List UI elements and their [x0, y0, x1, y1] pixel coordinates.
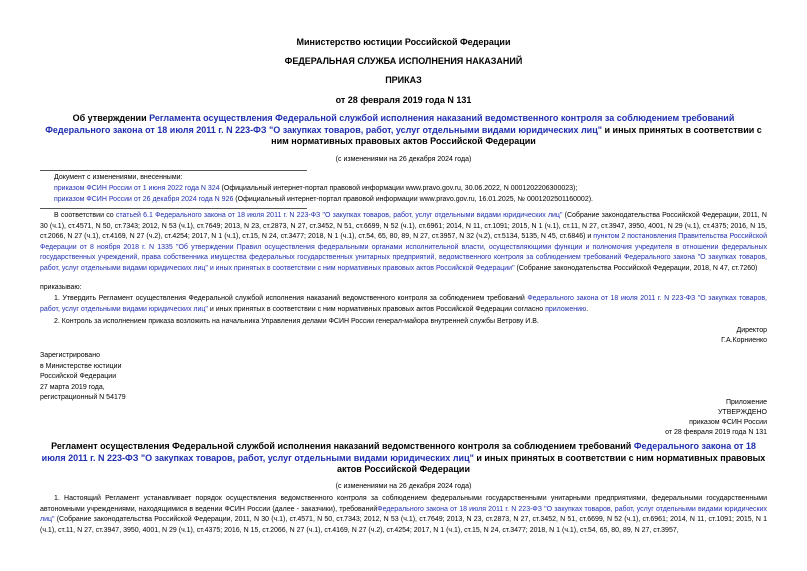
divider-1 [40, 170, 307, 171]
amendment-2 [54, 196, 593, 203]
amendments-intro: Документ с изменениями, внесенными: [54, 174, 183, 181]
document-title [40, 113, 767, 148]
preamble-text-3: (Собрание законодательства Российской Федерации, 2018, N 47, ст.7260) [514, 264, 758, 272]
amendment-1 [54, 185, 577, 192]
body-text-2: (Собрание законодательства Российской Федерации, 2011, N 30 (ч.1), ст.4571, N 50, ст.7343; 2012, N 53 (ч.1), ст.7649; 2013, N 23, ст.2873, N 27, ст.3452, N 51, ст.6699, N 52 (ч.1), ст.6961; 2014, N 11, ст.1091; 2015, N 1 (ч.1), ст.11, N 27, ст.3947, 3950, 4001, N 29 (ч.1), ст.4375; 2016, N 15, ст.2066, N 27 (ч.1), ст.4169, N 27 (ч.2), ст.4254; 2017, N 1 (ч.1), ст.15, N 24, ст.3477; 2018, N 1 (ч.1), ст.54, 65, 80, 89, N 27, ст.3957, [40, 516, 767, 534]
ministry-name: Министерство юстиции Российской Федерации [296, 37, 511, 47]
registration-block [40, 351, 126, 404]
item-1-appendix-link[interactable]: приложению [545, 305, 587, 313]
preamble-text-2: (Собрание законодательства Российской Федерации, 2011, N 30 (ч.1), ст.4571, N 50, ст.7343; 2012, N 53 (ч.1), ст.7649; 2013, N 23, ст.2873, N 27, ст.3452, N 51, ст.6699, N 52 (ч.1), ст.6961; 2014, N 11, ст.1091; 2015, N 1 (ч.1), ст.11, N 27, ст.3947, 3950, 4001, N 29 (ч.1), ст.4375; 2016, N 15, ст.2066, N 27 (ч.1), ст.4169, N 27 (ч.2), ст.4254; 2017, N 1 (ч.1), ст.15, N 24, ст.3477; 2018, N 1 (ч.1), ст.54, 65, 80, 89, N 27, ст.3957, N 32 (ч.2), ст.5134, 5135, N 45, ст.6846) и [40, 212, 767, 240]
body-text-1: 1. Настоящий Регламент устанавливает порядок осуществления ведомственного контроля за соблюдением федеральными государственными унитарными предприятиями, федеральными государственными автономными учреждениями, находящимися в ведении ФСИН России (далее - заказчики), требований [40, 495, 767, 513]
regulation-paragraph-1 [40, 494, 767, 536]
order-word: приказываю: [40, 284, 82, 291]
preamble [40, 211, 767, 274]
preamble-link-1[interactable]: статьей 6.1 Федерального закона от 18 июля 2011 г. N 223-ФЗ "О закупках товаров, работ, услуг отдельными видами юридических лиц" [115, 212, 563, 219]
item-1 [40, 294, 767, 315]
registration-line-1: Зарегистрировано [40, 352, 100, 359]
divider-2 [40, 208, 307, 209]
appendix-line-3: приказом ФСИН России [689, 419, 767, 426]
body-law-link[interactable]: Федерального закона от 18 июля 2011 г. N 223-ФЗ "О закупках товаров, работ, услуг отдельными видами юридических лиц" [40, 505, 767, 523]
preamble-link-2[interactable]: пунктом 2 постановления Правительства Российской Федерации от 8 ноября 2018 г. N 1335 "Об утверждении Правил осуществления федеральными органами исполнительной власти, осуществляющими функции и полномочия учредителя в отношении федеральных государственных учреждений, права собственника имущества федеральных государственных унитарных предприятий, ведомственного контроля за соблюдением требований Федерального закона "О закупках товаров, работ, услуг отдельными видами юридических лиц" и иных принятых в соответствии с ним нормативных правовых актов Российской Федерации" [40, 233, 767, 272]
amendment-2-link[interactable]: приказом ФСИН России от 26 декабря 2024 года N 926 [54, 196, 234, 203]
registration-line-3: Российской Федерации [40, 373, 117, 380]
changes-note-2: (с изменениями на 26 декабря 2024 года) [335, 483, 472, 490]
preamble-text-1: В соответствии со [54, 212, 116, 219]
amendment-1-text: (Официальный интернет-портал правовой информации www.pravo.gov.ru, 30.06.2022, N 0001202206300023); [219, 185, 578, 192]
appendix-line-1: Приложение [725, 399, 767, 406]
changes-note: (с изменениями на 26 декабря 2024 года) [335, 156, 472, 163]
appendix-line-2: УТВЕРЖДЕНО [717, 409, 767, 416]
item-1-law-link[interactable]: Федерального закона от 18 июля 2011 г. N 223-ФЗ "О закупках товаров, работ, услуг отдельными видами юридических лиц" [40, 295, 768, 313]
service-name: ФЕДЕРАЛЬНАЯ СЛУЖБА ИСПОЛНЕНИЯ НАКАЗАНИЙ [284, 56, 523, 66]
appendix-line-4: от 28 февраля 2019 года N 131 [665, 429, 767, 436]
registration-line-4: 27 марта 2019 года, [40, 383, 105, 391]
regulation-title-text-2: и иных принятых в соответствии с ним нормативных правовых актов Российской Федерации [337, 452, 766, 474]
signature-block [721, 326, 767, 346]
item-2: 2. Контроль за исполнением приказа возложить на начальника Управления делами ФСИН России генерал-майора внутренней службы Ветрову И.В. [54, 318, 539, 325]
registration-line-5: регистрационный N 54179 [40, 394, 126, 401]
regulation-title-link[interactable]: Федерального закона от 18 июля 2011 г. N 223-ФЗ "О закупках товаров, работ, услуг отдельными видами юридических лиц" [41, 441, 756, 463]
item-1-text-1: 1. Утвердить Регламент осуществления Федеральной службой исполнения наказаний ведомственного контроля за соблюдением требований [54, 295, 528, 302]
registration-line-2: в Министерстве юстиции [40, 362, 122, 370]
amendment-1-link[interactable]: приказом ФСИН России от 1 июня 2022 года N 324 [54, 185, 220, 192]
item-1-text-3: . [586, 305, 589, 313]
title-suffix: и иных принятых в соответствии с ним нормативных правовых актов Российской Федерации [271, 124, 762, 146]
regulation-title [40, 441, 767, 476]
amendment-2-text: (Официальный интернет-портал правовой информации www.pravo.gov.ru, 16.01.2025, № 0001202501160002). [233, 196, 593, 203]
item-1-text-2: и иных принятых в соответствии с ним нормативных правовых актов Российской Федерации согласно [207, 305, 546, 313]
appendix-block [665, 398, 767, 438]
regulation-title-text-1: Регламент осуществления Федеральной службой исполнения наказаний ведомственного контроля за соблюдением требований [51, 441, 634, 451]
signature-role: Директор [736, 327, 767, 334]
doc-type: ПРИКАЗ [385, 75, 422, 85]
title-link[interactable]: Регламента осуществления Федеральной службой исполнения наказаний ведомственного контроля за соблюдением требований Федерального закона от 18 июля 2011 г. N 223-ФЗ "О закупках товаров, работ, услуг отдельными видами юридических лиц" [45, 113, 735, 135]
signature-name: Г.А.Корниенко [721, 337, 767, 344]
doc-date: от 28 февраля 2019 года N 131 [335, 95, 472, 105]
title-prefix: Об утверждении [72, 113, 150, 123]
